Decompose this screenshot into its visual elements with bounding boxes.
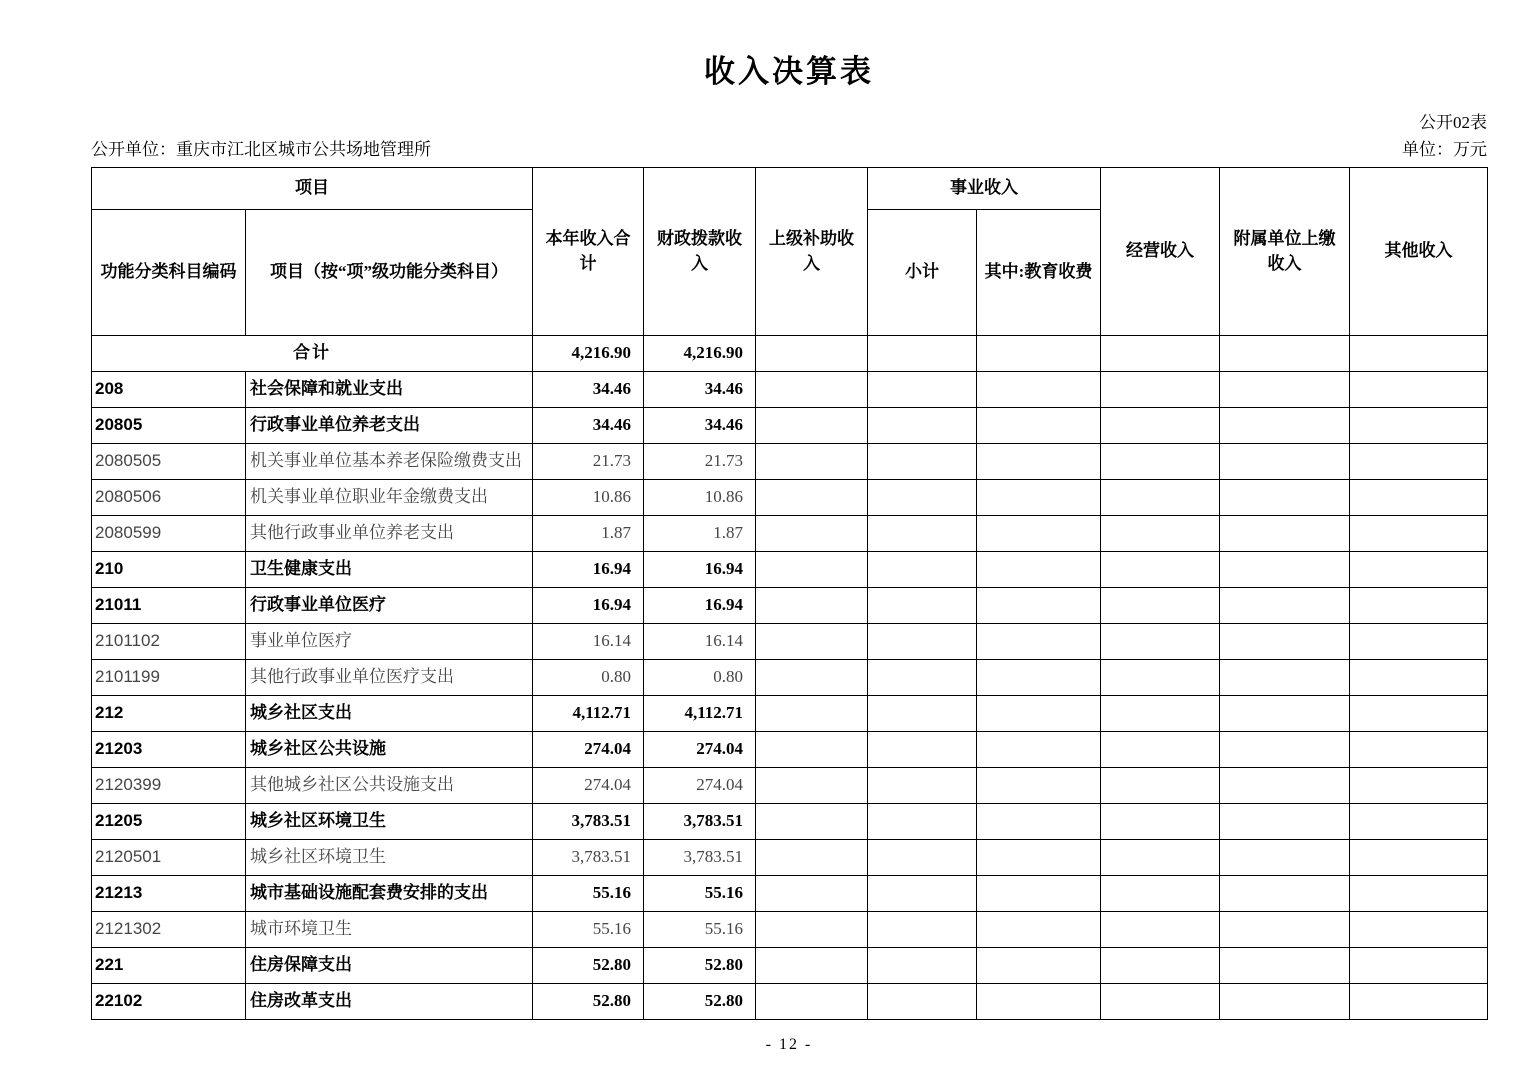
total-income-value: 4,216.90 — [533, 335, 644, 371]
row-fiscal: 16.94 — [644, 551, 756, 587]
row-total: 21.73 — [533, 443, 644, 479]
empty-cell — [1101, 371, 1220, 407]
row-code: 210 — [92, 551, 246, 587]
row-fiscal: 16.14 — [644, 623, 756, 659]
row-name: 城乡社区环境卫生 — [246, 839, 533, 875]
empty-cell — [1101, 515, 1220, 551]
empty-cell — [1101, 623, 1220, 659]
empty-cell — [1220, 623, 1350, 659]
empty-cell — [1101, 911, 1220, 947]
table-row — [92, 587, 1488, 623]
empty-cell — [1350, 587, 1488, 623]
header-fiscal-appropriation: 财政拨款收入 — [644, 167, 756, 335]
page-content — [91, 0, 1487, 1054]
empty-cell — [868, 839, 977, 875]
header-other-income: 其他收入 — [1350, 167, 1488, 335]
empty-cell — [756, 443, 868, 479]
empty-cell — [1101, 407, 1220, 443]
row-name: 城市环境卫生 — [246, 911, 533, 947]
empty-cell — [1220, 983, 1350, 1019]
empty-cell — [1220, 515, 1350, 551]
table-row — [92, 623, 1488, 659]
row-code: 21203 — [92, 731, 246, 767]
empty-cell — [756, 659, 868, 695]
row-total: 55.16 — [533, 875, 644, 911]
header-row-top — [92, 167, 1488, 209]
empty-cell — [977, 515, 1101, 551]
row-code: 212 — [92, 695, 246, 731]
empty-cell — [756, 407, 868, 443]
row-fiscal: 1.87 — [644, 515, 756, 551]
empty-cell — [868, 515, 977, 551]
empty-cell — [756, 911, 868, 947]
empty-cell — [1101, 839, 1220, 875]
income-final-accounts-table — [91, 167, 1488, 1020]
empty-cell — [1220, 767, 1350, 803]
empty-cell — [868, 767, 977, 803]
row-code: 21205 — [92, 803, 246, 839]
empty-cell — [756, 371, 868, 407]
row-name: 事业单位医疗 — [246, 623, 533, 659]
row-name: 社会保障和就业支出 — [246, 371, 533, 407]
empty-cell — [1350, 839, 1488, 875]
empty-cell — [1220, 947, 1350, 983]
empty-cell — [868, 551, 977, 587]
publisher-label: 公开单位：重庆市江北区城市公共场地管理所 — [91, 139, 431, 159]
empty-cell — [868, 335, 977, 371]
row-total: 4,112.71 — [533, 695, 644, 731]
row-code: 22102 — [92, 983, 246, 1019]
row-total: 274.04 — [533, 731, 644, 767]
doc-code: 公开02表 — [1419, 112, 1487, 132]
empty-cell — [1220, 911, 1350, 947]
empty-cell — [756, 947, 868, 983]
header-total-income: 本年收入合计 — [533, 167, 644, 335]
row-fiscal: 4,112.71 — [644, 695, 756, 731]
table-row — [92, 767, 1488, 803]
empty-cell — [868, 731, 977, 767]
empty-cell — [756, 803, 868, 839]
header-superior-subsidy: 上级补助收入 — [756, 167, 868, 335]
row-fiscal: 55.16 — [644, 911, 756, 947]
row-total: 1.87 — [533, 515, 644, 551]
table-row — [92, 839, 1488, 875]
row-total: 16.14 — [533, 623, 644, 659]
row-fiscal: 10.86 — [644, 479, 756, 515]
empty-cell — [756, 839, 868, 875]
row-code: 221 — [92, 947, 246, 983]
empty-cell — [1101, 551, 1220, 587]
empty-cell — [868, 659, 977, 695]
table-row — [92, 947, 1488, 983]
empty-cell — [1350, 551, 1488, 587]
empty-cell — [1220, 695, 1350, 731]
empty-cell — [868, 443, 977, 479]
empty-cell — [977, 659, 1101, 695]
empty-cell — [1220, 335, 1350, 371]
row-name: 城乡社区环境卫生 — [246, 803, 533, 839]
empty-cell — [1101, 335, 1220, 371]
page-title: 收入决算表 — [704, 54, 874, 89]
empty-cell — [1101, 479, 1220, 515]
header-item-name: 项目（按“项”级功能分类科目） — [246, 209, 533, 335]
row-code: 21011 — [92, 587, 246, 623]
empty-cell — [1350, 875, 1488, 911]
empty-cell — [868, 371, 977, 407]
empty-cell — [868, 695, 977, 731]
row-total: 34.46 — [533, 371, 644, 407]
row-code: 2080505 — [92, 443, 246, 479]
empty-cell — [1220, 587, 1350, 623]
empty-cell — [756, 479, 868, 515]
empty-cell — [1220, 875, 1350, 911]
empty-cell — [1101, 875, 1220, 911]
row-total: 10.86 — [533, 479, 644, 515]
empty-cell — [977, 335, 1101, 371]
row-name: 住房保障支出 — [246, 947, 533, 983]
empty-cell — [1350, 983, 1488, 1019]
header-operating-income: 经营收入 — [1101, 167, 1220, 335]
row-name: 城市基础设施配套费安排的支出 — [246, 875, 533, 911]
empty-cell — [1350, 803, 1488, 839]
empty-cell — [1101, 947, 1220, 983]
table-row — [92, 659, 1488, 695]
row-code: 2121302 — [92, 911, 246, 947]
empty-cell — [1101, 587, 1220, 623]
empty-cell — [1350, 335, 1488, 371]
empty-cell — [1350, 767, 1488, 803]
row-fiscal: 21.73 — [644, 443, 756, 479]
row-name: 卫生健康支出 — [246, 551, 533, 587]
row-name: 机关事业单位基本养老保险缴费支出 — [246, 443, 533, 479]
empty-cell — [868, 407, 977, 443]
empty-cell — [977, 875, 1101, 911]
table-row — [92, 551, 1488, 587]
row-code: 2080599 — [92, 515, 246, 551]
empty-cell — [1220, 371, 1350, 407]
row-name: 城乡社区支出 — [246, 695, 533, 731]
empty-cell — [977, 587, 1101, 623]
empty-cell — [1220, 839, 1350, 875]
table-row — [92, 803, 1488, 839]
row-code: 2120399 — [92, 767, 246, 803]
empty-cell — [1101, 767, 1220, 803]
row-fiscal: 274.04 — [644, 767, 756, 803]
total-label: 合计 — [92, 335, 533, 371]
empty-cell — [1350, 443, 1488, 479]
empty-cell — [1350, 371, 1488, 407]
empty-cell — [1350, 731, 1488, 767]
row-total: 16.94 — [533, 551, 644, 587]
row-code: 20805 — [92, 407, 246, 443]
header-function-code: 功能分类科目编码 — [92, 209, 246, 335]
empty-cell — [868, 911, 977, 947]
row-total: 16.94 — [533, 587, 644, 623]
empty-cell — [1101, 983, 1220, 1019]
empty-cell — [756, 767, 868, 803]
empty-cell — [977, 695, 1101, 731]
table-row — [92, 983, 1488, 1019]
empty-cell — [1101, 731, 1220, 767]
row-total: 274.04 — [533, 767, 644, 803]
row-name: 行政事业单位医疗 — [246, 587, 533, 623]
row-fiscal: 3,783.51 — [644, 839, 756, 875]
empty-cell — [977, 803, 1101, 839]
empty-cell — [977, 407, 1101, 443]
empty-cell — [868, 623, 977, 659]
empty-cell — [1350, 695, 1488, 731]
empty-cell — [1350, 947, 1488, 983]
empty-cell — [868, 479, 977, 515]
empty-cell — [1220, 479, 1350, 515]
empty-cell — [1350, 407, 1488, 443]
page-number: - 12 - — [765, 1035, 813, 1053]
empty-cell — [977, 479, 1101, 515]
empty-cell — [1220, 803, 1350, 839]
empty-cell — [1350, 479, 1488, 515]
empty-cell — [756, 875, 868, 911]
header-affiliated-income: 附属单位上缴收入 — [1220, 167, 1350, 335]
row-total: 34.46 — [533, 407, 644, 443]
table-row — [92, 443, 1488, 479]
table-row — [92, 731, 1488, 767]
row-name: 其他行政事业单位养老支出 — [246, 515, 533, 551]
row-name: 住房改革支出 — [246, 983, 533, 1019]
row-total: 55.16 — [533, 911, 644, 947]
empty-cell — [1101, 659, 1220, 695]
unit-note: 单位：万元 — [1402, 139, 1487, 159]
empty-cell — [1220, 407, 1350, 443]
empty-cell — [1220, 443, 1350, 479]
empty-cell — [977, 767, 1101, 803]
empty-cell — [1350, 515, 1488, 551]
table-row — [92, 515, 1488, 551]
empty-cell — [756, 335, 868, 371]
empty-cell — [1350, 659, 1488, 695]
empty-cell — [977, 623, 1101, 659]
row-fiscal: 274.04 — [644, 731, 756, 767]
meta-line — [91, 139, 1487, 161]
empty-cell — [756, 983, 868, 1019]
table-row — [92, 911, 1488, 947]
empty-cell — [1101, 803, 1220, 839]
header-business-income-group: 事业收入 — [868, 167, 1101, 209]
total-fiscal-value: 4,216.90 — [644, 335, 756, 371]
empty-cell — [1101, 443, 1220, 479]
row-code: 21213 — [92, 875, 246, 911]
row-fiscal: 3,783.51 — [644, 803, 756, 839]
empty-cell — [756, 695, 868, 731]
empty-cell — [868, 587, 977, 623]
row-total: 3,783.51 — [533, 839, 644, 875]
empty-cell — [977, 551, 1101, 587]
header-project-group: 项目 — [92, 167, 533, 209]
table-row — [92, 371, 1488, 407]
row-code: 2120501 — [92, 839, 246, 875]
row-total: 0.80 — [533, 659, 644, 695]
empty-cell — [977, 443, 1101, 479]
empty-cell — [1220, 551, 1350, 587]
row-name: 机关事业单位职业年金缴费支出 — [246, 479, 533, 515]
row-code: 208 — [92, 371, 246, 407]
row-name: 城乡社区公共设施 — [246, 731, 533, 767]
empty-cell — [977, 947, 1101, 983]
empty-cell — [756, 587, 868, 623]
empty-cell — [868, 947, 977, 983]
empty-cell — [1101, 695, 1220, 731]
row-code: 2080506 — [92, 479, 246, 515]
row-name: 其他行政事业单位医疗支出 — [246, 659, 533, 695]
empty-cell — [977, 983, 1101, 1019]
row-total: 52.80 — [533, 947, 644, 983]
table-row — [92, 875, 1488, 911]
row-code: 2101102 — [92, 623, 246, 659]
row-code: 2101199 — [92, 659, 246, 695]
header-subtotal: 小计 — [868, 209, 977, 335]
row-total: 3,783.51 — [533, 803, 644, 839]
table-row — [92, 695, 1488, 731]
row-fiscal: 0.80 — [644, 659, 756, 695]
empty-cell — [756, 551, 868, 587]
empty-cell — [1220, 659, 1350, 695]
row-name: 其他城乡社区公共设施支出 — [246, 767, 533, 803]
table-row — [92, 479, 1488, 515]
row-fiscal: 52.80 — [644, 983, 756, 1019]
row-fiscal: 55.16 — [644, 875, 756, 911]
table-row — [92, 407, 1488, 443]
empty-cell — [756, 731, 868, 767]
row-fiscal: 16.94 — [644, 587, 756, 623]
empty-cell — [977, 911, 1101, 947]
row-fiscal: 52.80 — [644, 947, 756, 983]
row-fiscal: 34.46 — [644, 371, 756, 407]
empty-cell — [1220, 731, 1350, 767]
header-education-fees: 其中:教育收费 — [977, 209, 1101, 335]
table-row-total — [92, 335, 1488, 371]
row-name: 行政事业单位养老支出 — [246, 407, 533, 443]
empty-cell — [756, 515, 868, 551]
empty-cell — [977, 371, 1101, 407]
empty-cell — [977, 839, 1101, 875]
row-fiscal: 34.46 — [644, 407, 756, 443]
empty-cell — [868, 875, 977, 911]
empty-cell — [1350, 623, 1488, 659]
empty-cell — [977, 731, 1101, 767]
empty-cell — [1350, 911, 1488, 947]
empty-cell — [756, 623, 868, 659]
row-total: 52.80 — [533, 983, 644, 1019]
empty-cell — [868, 803, 977, 839]
empty-cell — [868, 983, 977, 1019]
